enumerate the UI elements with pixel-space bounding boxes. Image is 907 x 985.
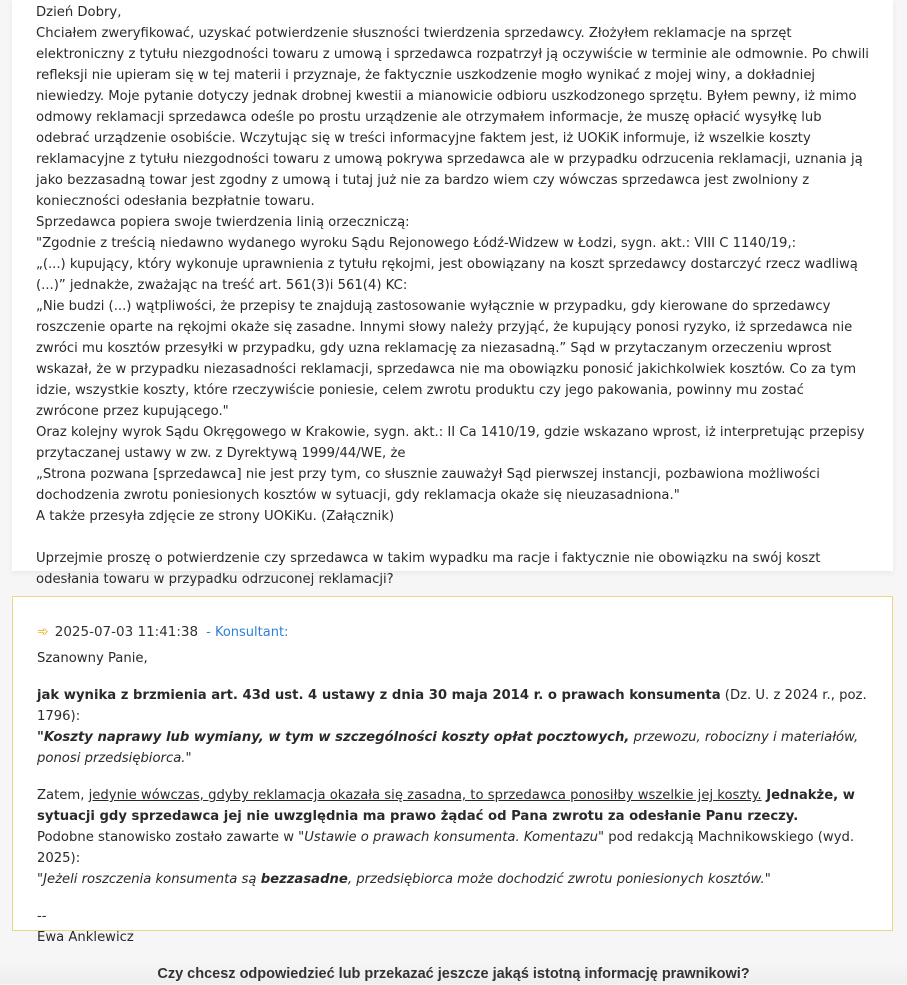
law-reference: (Dz. U. z 2024 r., poz. 1796): — [37, 688, 867, 724]
p2-underline: jedynie wówczas, gdyby reklamacja okazała się zasadna, to sprzedawca ponosiłby wszelkie jej koszty. — [88, 788, 762, 803]
p2-start: Zatem, — [37, 788, 89, 803]
signature-name: Ewa Anklewicz — [37, 930, 134, 945]
question-line: „(...) kupujący, który wykonuje uprawnienia z tytułu rękojmi, jest obowiązany na koszt sprzedawcy dostarczyć rzecz wadliwą (...)” jednakże, zważając na treść art. 561(3)i 561(4) KC: — [36, 257, 863, 293]
question-line: „Nie budzi (...) wątpliwości, że przepisy te znajdują zastosowanie wyłącznie w przypadku, gdy kierowane do sprzedawcy roszczenie oparte na rękojmi okaże się zasadne. Innymi słowy należy przyjąć, że kupujący ponosi ryzyko, iż sprzedawca nie zwróci mu kosztów przesyłki w przypadku, gdy uzna reklamację za niezasadną.” Sąd w przytaczanym orzeczeniu wprost wskazał, że w przypadku niezasadności reklamacji, sprzedawca nie ma obowiązku ponosić jakichkolwiek kosztów. Co za tym idzie, wszystkie koszty, które rzeczywiście poniesie, celem zwrotu produktu czy jego pakowania, powinny mu zostać zwrócone przez kupującego." — [36, 299, 861, 419]
answer-role: - Konsultant: — [206, 624, 289, 640]
answer-meta — [37, 621, 868, 643]
question-line: Oraz kolejny wyrok Sądu Okręgowego w Krakowie, sygn. akt.: II Ca 1410/19, gdzie wskazano wprost, iż interpretując przepisy przytaczanej ustawy w zw. z Dyrektywą 1999/44/WE, że — [36, 425, 869, 461]
p3-book: Ustawie o prawach konsumenta. Komentazu" — [304, 830, 605, 845]
answer-paragraph-4 — [37, 869, 868, 890]
p3-end: pod redakcją Machnikowskiego (wyd. 2025): — [37, 830, 855, 866]
signature-dash: -- — [37, 909, 47, 924]
question-line: Sprzedawca popiera swoje twierdzenia linią orzeczniczą: — [36, 215, 410, 230]
law-quote-bold: "Koszty naprawy lub wymiany, w tym w szczególności koszty opłat pocztowych, — [37, 730, 630, 745]
answer-paragraph-3 — [37, 827, 868, 869]
arrow-icon: ➾ — [37, 623, 49, 640]
p4-b: bezzasadne — [260, 872, 348, 887]
p3-start: Podobne stanowisko zostało zawarte w " — [37, 830, 305, 845]
question-line: „Strona pozwana [sprzedawca] nie jest przy tym, co słusznie zauważył Sąd pierwszej instancji, pozbawiona możliwości dochodzenia zwrotu poniesionych kosztów w sytuacji, gdy reklamacja okaże się nieuzasadniona." — [36, 467, 825, 503]
question-line: Chciałem zweryfikować, uzyskać potwierdzenie słuszności twierdzenia sprzedawcy. Złożyłem reklamacje na sprzęt elektroniczny z tytułu niezgodności towaru z umową i sprzedawca rozpatrzył ją oczywiście w terminie ale odmownie. Po chwili refleksji nie upieram się w tej materii i przyznaje, że faktycznie uszkodzenie mogło wynikać z mojej winy, a dokładniej niewiedzy. Moje pytanie dotyczy jednak drobnej kwestii a mianowicie odbioru uszkodzonego sprzętu. Byłem pewny, iż mimo odmowy reklamacji sprzedawca odeśle po prostu urządzenie ale otrzymałem informacje, że muszę opłacić wysyłkę lub odebrać urządzenie osobiście. Wczytując się w treści informacyjne faktem jest, iż UOKiK informuje, iż wszelkie koszty reklamacyjne z tytułu niezgodności towaru z umową pokrywa sprzedawca ale w przypadku odrzucenia reklamacji, uznania ją jako bezzasadną towar jest zgodny z umową i tutaj już nie za bardzo wiem czy wówczas sprzedawca jest zwolniony z konieczności odesłania bezpłatnie towaru. — [36, 26, 874, 209]
law-citation: jak wynika z brzmienia art. 43d ust. 4 ustawy z dnia 30 maja 2014 r. o prawach konsumenta — [37, 688, 721, 703]
p4-a: "Jeżeli roszczenia konsumenta są — [37, 872, 261, 887]
answer-card — [12, 596, 893, 945]
p4-c: , przedsiębiorca może dochodzić zwrotu poniesionych kosztów." — [347, 872, 771, 887]
law-quote-rest: przewozu, robocizny i materiałów, ponosi przedsiębiorca." — [37, 730, 859, 766]
question-line: "Zgodnie z treścią niedawno wydanego wyroku Sądu Rejonowego Łódź-Widzew w Łodzi, sygn. akt.: VIII C 1140/19,: — [36, 236, 797, 251]
answer-greeting: Szanowny Panie, — [37, 651, 148, 666]
question-card — [12, 0, 893, 587]
reply-prompt-text: Czy chcesz odpowiedzieć lub przekazać jeszcze jakąś istotną informację prawnikowi? — [157, 966, 750, 982]
question-line: Dzień Dobry, — [36, 5, 122, 20]
answer-paragraph-1 — [37, 685, 868, 769]
answer-timestamp: 2025-07-03 11:41:38 — [54, 623, 199, 640]
question-closing: Uprzejmie proszę o potwierdzenie czy sprzedawca w takim wypadku ma racje i faktycznie nie obowiązku na swój koszt odesłania towaru w przypadku odrzuconej reklamacji? — [36, 551, 825, 587]
p2-bold: Jednakże, w sytuacji gdy sprzedawca jej nie uwzględnia ma prawo żądać od Pana zwrotu za odesłanie Panu rzeczy. — [37, 788, 855, 824]
reply-prompt — [0, 960, 907, 984]
answer-paragraph-2 — [37, 785, 868, 827]
question-line: A także przesyła zdjęcie ze strony UOKiKu. (Załącznik) — [36, 509, 395, 524]
